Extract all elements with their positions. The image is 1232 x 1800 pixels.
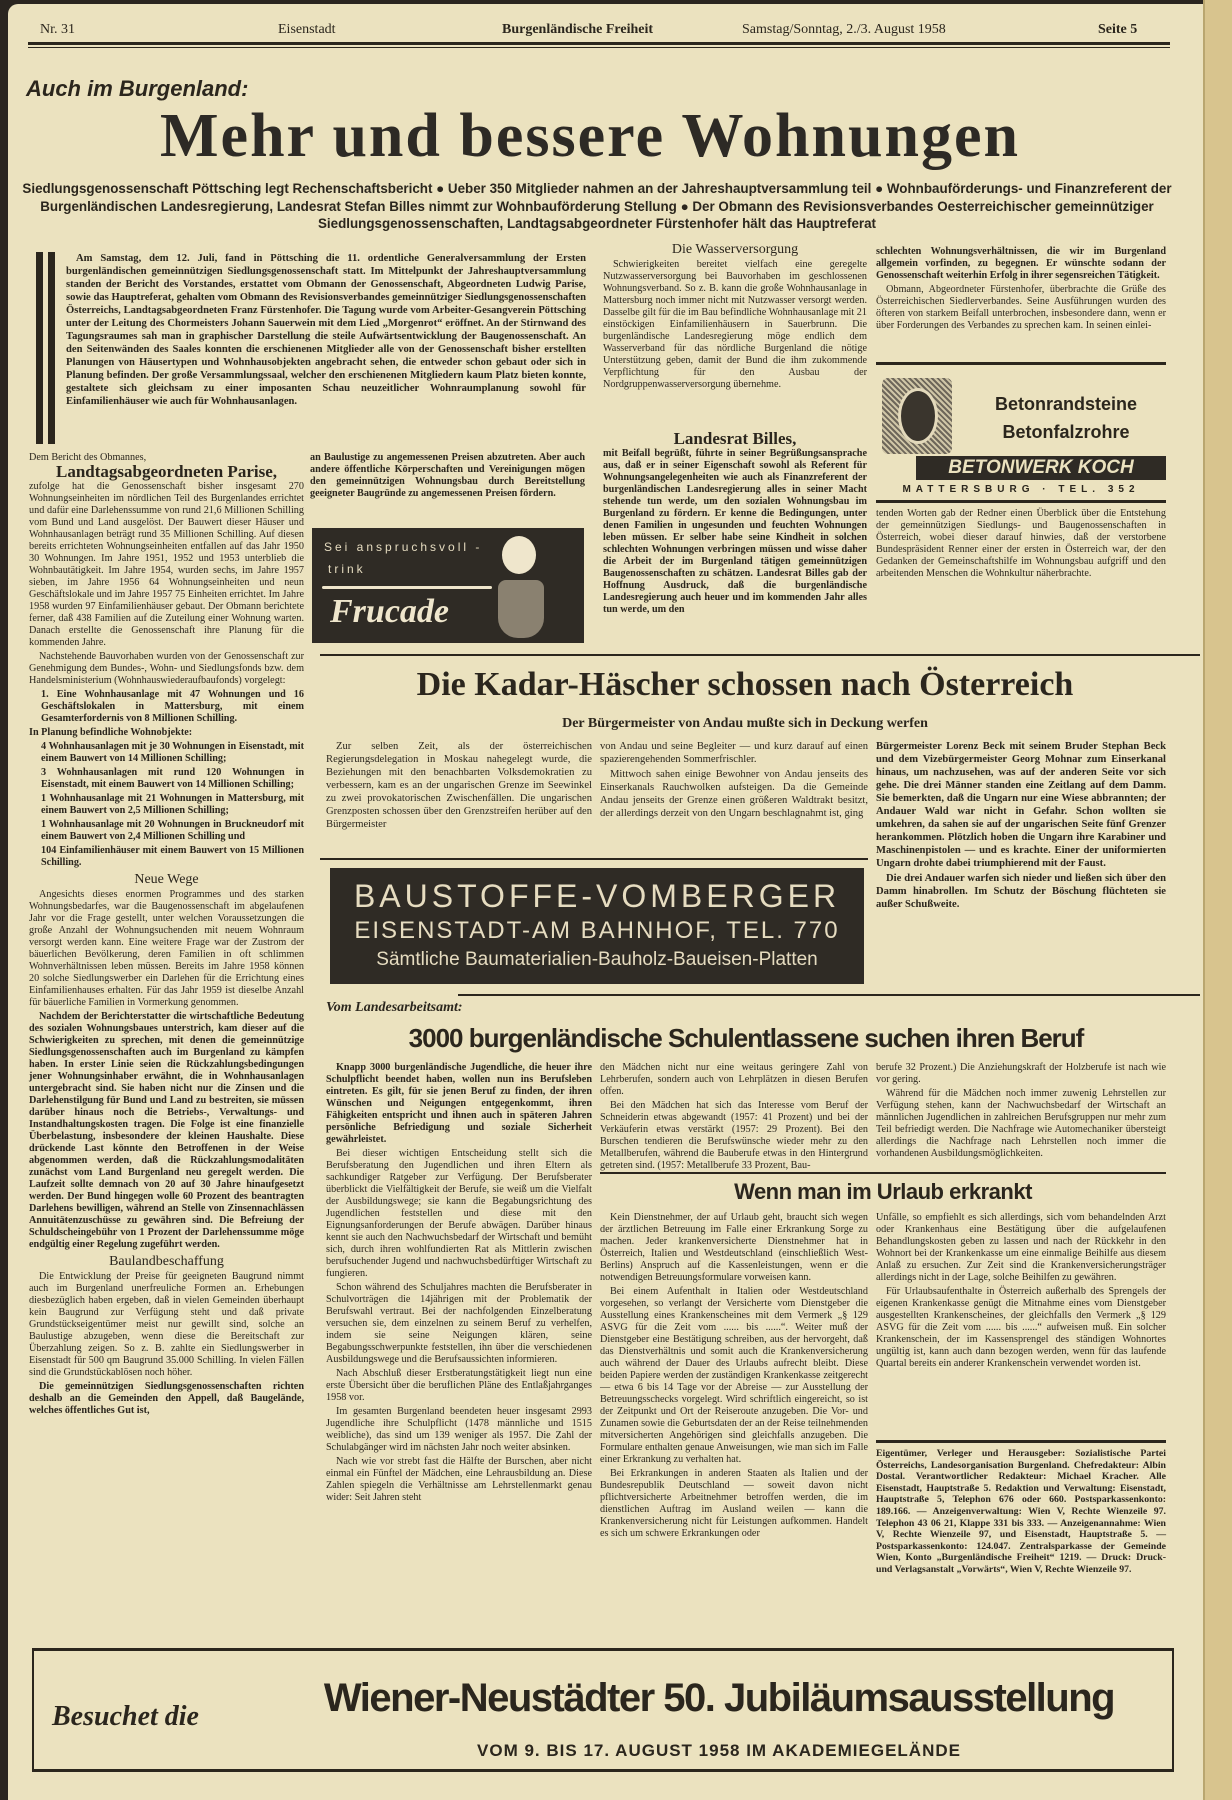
beton-address: MATTERSBURG · TEL. 352 (902, 484, 1140, 495)
rule (458, 994, 1200, 996)
banner-script: Besuchet die (52, 1701, 199, 1732)
parise-heading: Landtagsabgeordneten Parise, (56, 462, 277, 481)
woman-illustration-icon (502, 536, 536, 574)
issue-number: Nr. 31 (40, 22, 75, 37)
rule (876, 500, 1166, 503)
beruf-kicker: Vom Landesarbeitsamt: (326, 1000, 463, 1015)
right-text-bottom: tenden Worten gab der Redner einen Überblick über die Entstehung der gemeinnützigen Siedlungs- und Baugenossenschaften in Österreich, wobei dieser darauf hinwies, daß der verstorbene Bundespräsident Renner einer der ersten in Österreich war, der den Gedanken der Gemeinschaftshilfe im Wohnungsbau aufgriff und den arbeitenden Menschen die Wohnkultur näherbrachte. (876, 508, 1166, 579)
kadar-col3: Bürgermeister Lorenz Beck mit seinem Bruder Stephan Beck und dem Vizebürgermeister Georg Mohnar zum Einserkanal hinaus, um nachzusehen, was auf der anderen Seite vor sich gehe. Die drei Männer standen eine Zeitlang auf dem Damm. Sie bemerkten, daß die Ungarn nur eine Wiese abbrannten; der Andauer Wald war nicht in Gefahr. Schon wollten sie umkehren, da sahen sie auf der ungarischen Seite fünf Grenzer herankommen. Plötzlich hoben die Ungarn ihre Karabiner und Maschinenpistolen — und es krachte. Einer der uniformierten Ungarn drohte dabei triumphierend mit der Faust. Die drei Andauer warfen sich nieder und ließen sich über den Damm hinabrollen. Im Schutz der Böschung flüchteten sie außer Schußweite. (876, 741, 1166, 910)
issue-date: Samstag/Sonntag, 2./3. August 1958 (742, 22, 946, 37)
decor-bar (48, 252, 55, 444)
beruf-headline: 3000 burgenländische Schulentlassene suchen ihren Beruf (408, 1023, 1084, 1053)
header-rule (28, 42, 1170, 45)
rule (320, 858, 868, 860)
beton-line1: Betonrandsteine (994, 394, 1138, 414)
page-edge (1203, 0, 1232, 1800)
billes-text: mit Beifall begrüßt, führte in seiner Begrüßungsansprache aus, daß er in seiner Eigenschaft sowohl als Referent für Wohnungsangelegenheiten wie auch als Finanzreferent der burgenländischen Landesregierung alles in seiner Macht stehende tun werde, um den sozialen Wohnungsbau im Burgenland zu fördern. Er kenne die Bedingungen, unter denen Familien in ungesunden und feuchten Wohnungen leben müssen. Er selber habe seine Kindheit in solchen schlechten Wohnungen verbringen müssen und wisse daher die Arbeit der im Burgenland tätigen gemeinnützigen Baugenossenschaften zu schätzen. Landesrat Billes gab der Hoffnung Ausdruck, daß die burgenländische Landesregierung auch heuer und im kommenden Jahr alles tun werde, um den (603, 448, 867, 615)
kadar-col1: Zur selben Zeit, als der österreichischen Regierungsdelegation in Moskau nahegelegt wurde, die Beziehungen mit den benachbarten Volksdemokratien zu verbessern, kam es an der ungarischen Grenze im Seewinkel zu zwei provokatorischen Zwischenfällen. Die ungarischen Grenzposten schossen über den Grenzstreifen herüber auf den Bürgermeister (326, 741, 592, 830)
imprint: Eigentümer, Verleger und Herausgeber: Sozialistische Partei Österreichs, Landesorganisation Burgenland. Chefredakteur: Albin Dostal. Verantwortlicher Redakteur: Michael Kracher. Alle Eisenstadt, Hauptstraße 5. Redaktion und Verwaltung: Eisenstadt, Hauptstraße 5, Telephon 676 oder 660. Postsparkassenkonto: 189.166. — Anzeigenverwaltung: Wien V, Rechte Wienzeile 97. Telephon 43 06 21, Klappe 331 bis 333. — Anzeigenannahme: Wien V, Rechte Wienzeile 97, und Eisenstadt, Hauptstraße 5. — Postsparkassenkonto: 124.047. Zentralsparkasse der Gemeinde Wien, Konto „Burgenländische Freiheit“ 1219. — Druck: Druck- und Verlagsanstalt „Vorwärts“, Wien V, Rechte Wienzeile 97. (876, 1448, 1166, 1575)
rule (600, 1172, 1166, 1174)
lead-headline: Mehr und bessere Wohnungen (160, 102, 1020, 170)
left-column: Dem Bericht des Obmannes, Landtagsabgeordneten Parise, zufolge hat die Genossenschaft bisher insgesamt 270 Wohnungseinheiten im nördlichen Teil des Burgenlandes errichtet und dafür eine Darlehenssumme von rund 21,6 Millionen Schilling vom Bund und Land ausgelöst. Der Bauwert dieser Häuser und Wohnhausanlagen beträgt rund 35 Millionen Schilling. Auf diesen bereits errichteten Wohnungseinheiten entfallen auf das Jahr 1950 30 Wohnungen. Im Jahre 1951, 1952 und 1953 unterblieb die Wohnbautätigkeit. Im Jahre 1954, wurden sechs, im Jahre 1957 sieben, im Jahre 1956 64 Wohnungseinheiten und neun Geschäftslokale und im Jahre 1957 75 Einheiten errichtet. Im Jahre 1958 wurden 97 Einfamilienhäuser gebaut. Der Obmann berichtete ferner, daß 438 Familien auf die Zuteilung einer Wohnung warten. Danach erstellte die Genossenschaft ihre Planung für die kommenden Jahre. Nachstehende Bauvorhaben wurden von der Genossenschaft zur Genehmigung dem Bundes-, Wohn- und Siedlungsfonds bzw. dem Handelsministerium (Wohnhauswiederaufbaufonds) vorgelegt: 1. Eine Wohnhausanlage mit 47 Wohnungen und 16 Geschäftslokalen in Mattersburg, mit einem Gesamterfordernis von 8 Millionen Schilling. In Planung befindliche Wohnobjekte: 4 Wohnhausanlagen mit je 30 Wohnungen in Eisenstadt, mit einem Bauwert von 14 Millionen Schilling; 3 Wohnhausanlagen mit rund 120 Wohnungen in Eisenstadt, mit einem Bauwert von 14 Millionen Schilling; 1 Wohnhausanlage mit 21 Wohnungen in Mattersburg, mit einem Bauwert von 2,5 Millionen Schilling; 1 Wohnhausanlage mit 20 Wohnungen in Bruckneudorf mit einem Bauwert von 2,4 Millionen Schilling und 104 Einfamilienhäuser mit einem Bauwert von 15 Millionen Schilling. Neue Wege Angesichts dieses enormen Programmes und des starken Wohnungsbedarfes, war die Baugenossenschaft im abgelaufenen Jahr vor die Frage gestellt, unter welchen Voraussetzungen die große Anzahl der Wohnungsuchenden mit neuem Wohnraum versorgt werden kann. Eine weitere Frage war der Zustrom der bäuerlichen Bevölkerung, deren Familien in oft schlimmen Wohnverhältnissen leben müssen. Bereits im Jahre 1958 können 20 solche Siedlungswerber ein Darlehen für die Errichtung eines Einfamilienhauses erhalten. Für das Jahr 1959 ist dieselbe Anzahl für bäuerliche Familien in Vormerkung genommen. Nachdem der Berichterstatter die wirtschaftliche Bedeutung des sozialen Wohnungsbaues unterstrich, kam dieser auf die Schwierigkeiten zu sprechen, mit denen die gemeinnützige Siedlungsgenossenschaften auch im Burgenland zu kämpfen haben. In erster Linie seien die Rückzahlungsbedingungen jener Wohnungsinhaber erwähnt, die in Wohnhausanlagen untergebracht sind. Sie haben nicht nur die Zinsen und die Darlehenstilgung für Bund und Land zu bestreiten, sie müssen darüber hinaus noch die Betriebs-, Verwaltungs- und Instandhaltungskosten tragen. Die Folge ist eine finanzielle Überbelastung, insbesondere der kleinen Haushalte. Diese drückende Last könnte den Betroffenen in der Weise abgenommen werden, daß die Rückzahlungsmodalitäten zunächst vom Land Burgenland neu geregelt werden. Die Laufzeit sollte demnach von 20 auf 30 Jahre hinaufgesetzt werden. Der Bund hingegen wolle 60 Prozent des beantragten Darlehens bewilligen, während an Stelle von Zinsennachlässen Annuitätenzuschüsse zu gewähren sind. Die Befreiung der Schuldscheingebühr von 1 Prozent der Darlehenssumme möge endgültig einer Regelung zugeführt werden. Baulandbeschaffung Die Entwicklung der Preise für geeigneten Baugrund nimmt auch im Burgenland unerfreuliche Formen an. Erhebungen diesbezüglich haben ergeben, daß in vielen Gemeinden überhaupt kein Baugrund zur Verfügung steht und daß private Grundstückseigentümer meist nur gewillt sind, solche an Baulustige abzugeben, wenn diese die Bereitschaft zur Überzahlung zeigen. So z. B. zahlte ein Siedlungswerber in Eisenstadt für 500 qm Baugrund 35.000 Schilling. In vielen Fällen sind die Grundstückablösen noch höher. Die gemeinnützigen Siedlungsgenossenschaften richten deshalb an die Gemeinden den Appell, daß Baugelände, welches öffentliches Gut ist, (29, 452, 304, 1416)
frucade-logo: Frucade (330, 593, 449, 630)
right-text-top: schlechten Wohnungsverhältnissen, die wir im Burgenland allgemein vorfinden, zu begegnen. Er wünschte sodann der Genossenschaft weiterhin Erfolg in ihrer segensreichen Tätigkeit. Obmann, Abgeordneter Fürstenhofer, überbrachte die Grüße des Österreichischen Siedlerverbandes. Seine Ausführungen wurden des öfteren von starkem Beifall unterbrochen, insbesondere dann, wenn er über Forderungen des Verbandes zu sprechen kam. In seinen einlei- (876, 246, 1166, 331)
water-text: Schwierigkeiten bereitet vielfach eine geregelte Nutzwasserversorgung bei Bauvorhaben im geschlossenen Wohnungsverband. So z. B. kann die große Wohnhausanlage in Mattersburg noch immer nicht mit Nutzwasser versorgt werden. Dasselbe gilt für die im Bau befindliche Wohnhausanlage mit 21 einstöckigen Einfamilienhäusern in Sauerbrunn. Die burgenländische Landesregierung möge endlich dem Wasserverband für das nördliche Burgenland die nötige Unterstützung geben, damit der Bund die ihm zukommende Verpflichtung für den Ausbau der Nordgruppenwasserversorgung übernehme. (603, 259, 867, 390)
parise-pre: Dem Bericht des Obmannes, (29, 452, 147, 463)
kadar-col2: von Andau und seine Begleiter — und kurz darauf auf einen spazierengehenden Sommerfrischler. Mittwoch sahen einige Bewohner von Andau jenseits des Einserkanals Rauchwolken aufsteigen. Da die Gemeinde Andau jenseits der Grenze einen größeren Waldtrakt besitzt, der allerdings derzeit von den Ungarn beschlagnahmt ist, ging (600, 741, 868, 819)
water-section (603, 244, 867, 393)
baustoffe-line2: EISENSTADT-AM BAHNHOF, TEL. 770 (354, 917, 840, 944)
paper-name: Burgenländische Freiheit (502, 22, 654, 37)
beton-brand: BETONWERK KOCH (916, 456, 1166, 480)
baustoffe-ad (330, 868, 864, 984)
beruf-col1: Knapp 3000 burgenländische Jugendliche, die heuer ihre Schulpflicht beendet haben, wollen nun ins Berufsleben eintreten. Es gilt, für sie jenen Beruf zu finden, der ihren Wünschen und Neigungen entgegenkommt, ihren Fähigkeiten entspricht und ihnen auch in späteren Jahren persönliche Befriedigung und soziale Sicherheit gewährleistet. Bei dieser wichtigen Entscheidung stellt sich die Berufsberatung den Jugendlichen und ihren Eltern als sachkundiger Ratgeber zur Verfügung. Der Berufsberater überblickt die Vielfältigkeit der Berufe, sie weiß um die Vielfalt der Ausbildungswege; sie kann die Begabungsrichtung des Jugendlichen feststellen und diese mit den Eignungsanforderungen der Berufe abwägen. Darüber hinaus kennt sie auch den Nachwuchsbedarf der Wirtschaft und bemüht sich, durch ihren wohlfundierten Rat als Mittlerin zwischen berufsuchender Jugend und nachwuchsbedürftiger Wirtschaft zu fungieren. Schon während des Schuljahres machten die Berufsberater in Schulvorträgen die 14jährigen mit der Problematik der Berufswahl vertraut. Bei der nachfolgenden Einzelberatung versuchen sie, dem einzelnen zu seinem Beruf zu verhelfen, indem sie seine Neigungen klären, seine Begabungsschwerpunkte feststellen, ihn über die verschiedenen Ausbildungswege und die Berufsaussichten informieren. Nach Abschluß dieser Erstberatungstätigkeit liegt nun eine erste Übersicht über die beruflichen Pläne des Entlaßjahrganges 1958 vor. Im gesamten Burgenland beendeten heuer insgesamt 2993 Jugendliche ihre Schulpflicht (1478 männliche und 1515 weibliche), das sind um 139 weniger als 1957. Die Zahl der Schulabgänger wird im nächsten Jahr noch weiter absinken. Nach wie vor strebt fast die Hälfte der Burschen, aber nicht einmal ein Fünftel der Mädchen, eine Lehrausbildung an. Diese Zahlen spiegeln die Verhältnisse am Lehrstellenmarkt genau wider: Seit Jahren steht (326, 1062, 592, 1503)
beruf-col3: berufe 32 Prozent.) Die Anziehungskraft der Holzberufe ist nach wie vor gering. Während für die Mädchen noch immer zuwenig Lehrstellen zur Verfügung stehen, kann der Nachwuchsbedarf der Wirtschaft an männlichen Jugendlichen in zahlreichen Berufsgruppen nur mehr zum Teil befriedigt werden. Die Nachfrage wie Automechaniker übersteigt allerdings die Nachfrage nach Lehrstellen noch immer die vorhandenen Ausbildungsmöglichkeiten. (876, 1062, 1166, 1159)
urlaub-headline-wrap (600, 1178, 1166, 1208)
col2-text: an Baulustige zu angemessenen Preisen abzutreten. Aber auch andere öffentliche Körperschaften und Vereinigungen mögen den gemeinnützigen Wohnungsbau durch Bereitstellung geeigneter Baugründe zu angemessenen Preisen fördern. (310, 452, 585, 499)
beruf-col2: den Mädchen nicht nur eine weitaus geringere Zahl von Lehrberufen, sondern auch von Lehrplätzen in diesen Berufen offen. Bei den Mädchen hat sich das Interesse vom Beruf der Schneiderin etwas abgewandt (1957: 41 Prozent) und bei der Verkäuferin etwas verstärkt (1957: 29 Prozent). Bei den Burschen tendieren die Berufswünsche wieder mehr zu den Metallberufen, während die Bauberufe etwas in den Hintergrund getreten sind. (1957: Metallberufe 33 Prozent, Bau- (600, 1062, 868, 1171)
page-number: Seite 5 (1098, 22, 1138, 37)
lead-intro: Am Samstag, dem 12. Juli, fand in Pöttsching die 11. ordentliche Generalversammlung der Ersten burgenländischen gemeinnützigen Siedlungsgenossenschaft statt. Im Mittelpunkt der Jahreshauptversammlung standen der Bericht des Vorstandes, erstattet vom Obmann der Genossenschaft, Abgeordneten Ludwig Parise, sowie das Hauptreferat, gehalten vom Obmann des Revisionsverbandes gemeinnütziger Siedlungsgenossenschaften Österreichs, Landtagsabgeordneten Franz Fürstenhofer. Die Tagung wurde vom Arbeiter-Gesangverein Pöttsching unter der Leitung des Chormeisters Johann Sauerwein mit dem Lied „Morgenrot“ eröffnet. An der Stirnwand des Tagungsraumes sah man in graphischer Darstellung die steile Aufwärtsentwicklung der Baugenossenschaft. An den Seitenwänden des Saales konnten die erschienenen Mitglieder alle von der Genossenschaft bisher erstellten Planungen von Häusertypen und Wohnhausobjekten angebracht sehen, die entweder schon gebaut oder sich in Planung befinden. Der große Versammlungssaal, welcher den erschienenen Mitgliedern kaum Platz bieten konnte, gestaltete sich gleichsam zu einer imposanten Schau neuzeitlicher Wohnraumplanung sowohl für Einfamilienhäuser wie auch für Wohnhausanlagen. (66, 253, 586, 407)
exhibition-banner (32, 1648, 1174, 1772)
rule (876, 362, 1166, 365)
rule (320, 654, 1200, 656)
bauland-text-2: Die gemeinnützigen Siedlungsgenossenschaften richten deshalb an die Gemeinden den Appell, daß Baugelände, welches öffentliches Gut ist, (29, 1381, 304, 1416)
decor-bar (36, 252, 43, 444)
billes-heading: Landesrat Billes, (673, 429, 797, 448)
neue-wege-heading: Neue Wege (134, 872, 199, 887)
baustoffe-line1: BAUSTOFFE-VOMBERGER (353, 878, 841, 914)
banner-dates: VOM 9. BIS 17. AUGUST 1958 IM AKADEMIEGELÄNDE (477, 1741, 961, 1760)
baustoffe-line3: Sämtliche Baumaterialien-Bauholz-Baueisen-Platten (376, 949, 818, 970)
beton-line2: Betonfalzrohre (1002, 422, 1130, 442)
water-heading: Die Wasserversorgung (671, 242, 799, 257)
frucade-ad (312, 528, 584, 643)
frucade-line1: Sei anspruchsvoll - (324, 540, 483, 554)
pipe-icon (882, 378, 952, 454)
lead-kicker: Auch im Burgenland: (26, 76, 249, 101)
kadar-headline: Die Kadar-Häscher schossen nach Österreich (416, 666, 1074, 703)
bauland-heading: Baulandbeschaffung (109, 1254, 224, 1269)
kadar-subtitle: Der Bürgermeister von Andau mußte sich in Deckung werfen (562, 716, 928, 731)
city: Eisenstadt (278, 22, 336, 37)
header-rule-thin (28, 47, 1170, 48)
lead-subhead: Siedlungsgenossenschaft Pöttsching legt Rechenschaftsbericht ● Ueber 350 Mitglieder nahmen an der Jahreshauptversammlung teil ● Wohnbauförderungs- und Finanzreferent der Burgenländischen Landesregierung, Landesrat Stefan Billes nimmt zur Wohnbauförderung Stellung ● Der Obmann des Revisionsverbandes Oesterreichischer gemeinnütziger Siedlungsgenossenschaften, Landtagsabgeordneter Fürstenhofer hält das Hauptreferat (22, 181, 1172, 231)
urlaub-colA: Kein Dienstnehmer, der auf Urlaub geht, braucht sich wegen der ärztlichen Betreuung im Falle einer Erkrankung Sorge zu machen. Jeder krankenversicherte Dienstnehmer hat in Österreich, Italien und Westdeutschland (einschließlich West-Berlins) Anspruch auf die Kassenleistungen, wenn er die notwendigen Betreuungsformulare vorweisen kann. Bei einem Aufenthalt in Italien oder Westdeutschland vorgesehen, so verlangt der Versicherte vom Dienstgeber die Ausstellung eines Krankenscheines mit dem Vermerk „§ 129 ASVG für die Zeit vom ...... bis ......“. Weiter muß der Dienstgeber eine Bestätigung schreiben, aus der hervorgeht, daß das Dienstverhältnis und somit auch die Krankenversicherung auch während der Dauer des Urlaubs aufrecht bleibt. Diese beiden Papiere werden der zuständigen Krankenkasse zeitgerecht — etwa 6 bis 14 Tage vor der Abreise — zur Ausstellung der Betreuungsschecks vorgelegt. Wird schriftlich eingereicht, so ist der Zeitpunkt und Ort der Reiseroute anzugeben. Die Vor- und Zunamen sowie die Geburtsdaten der an der Reise teilnehmenden mitversicherten Angehörigen sind gleichfalls anzugeben. Die Formulare enthalten genaue Anweisungen, wie man sich im Falle einer Erkrankung zu verhalten hat. Bei Erkrankungen in anderen Staaten als Italien und der Bundesrepublik Deutschland — soweit davon nicht pflichtversicherte Arbeitnehmer betroffen werden, die im dienstlichen Auftrag im Ausland weilen — kann die Krankenversicherung nicht für Leistungen aufkommen. Handelt es sich um schwere Erkrankungen oder (600, 1212, 868, 1539)
billes-section (603, 428, 867, 618)
banner-title: Wiener-Neustädter 50. Jubiläumsausstellung (323, 1676, 1115, 1720)
beton-ad (876, 372, 1166, 494)
beruf-headline-wrap (326, 1022, 1166, 1056)
urlaub-colB: Unfälle, so empfiehlt es sich allerdings, sich vom behandelnden Arzt oder Krankenhaus eine Bestätigung über die aufgelaufenen Behandlungskosten geben zu lassen und nach der Rückkehr in den Wohnort bei der Krankenkasse um eine einmalige Beihilfe aus diesem Anlaß zu ersuchen. Zur Zeit sind die Krankenversicherungsträger allerdings nicht in der Lage, solche Beihilfen zu gewähren. Für Urlaubsaufenthalte in Österreich außerhalb des Sprengels der eigenen Krankenkasse genügt die Mitnahme eines vom Dienstgeber ausgestellten Krankenscheines, der gleichfalls den Vermerk „§ 129 ASVG für die Zeit vom ...... bis ......“ aufweisen muß. Ein solcher Krankenschein, der im Kassensprengel des ständigen Wohnortes ungültig ist, kann auch dann bezogen werden, wenn für das laufende Quartal bereits ein anderer Krankenschein verwendet worden ist. (876, 1212, 1166, 1369)
rule (876, 1440, 1166, 1443)
frucade-line2: trink (328, 562, 366, 576)
woman-body-icon (498, 580, 544, 638)
urlaub-headline: Wenn man im Urlaub erkrankt (734, 1179, 1032, 1204)
